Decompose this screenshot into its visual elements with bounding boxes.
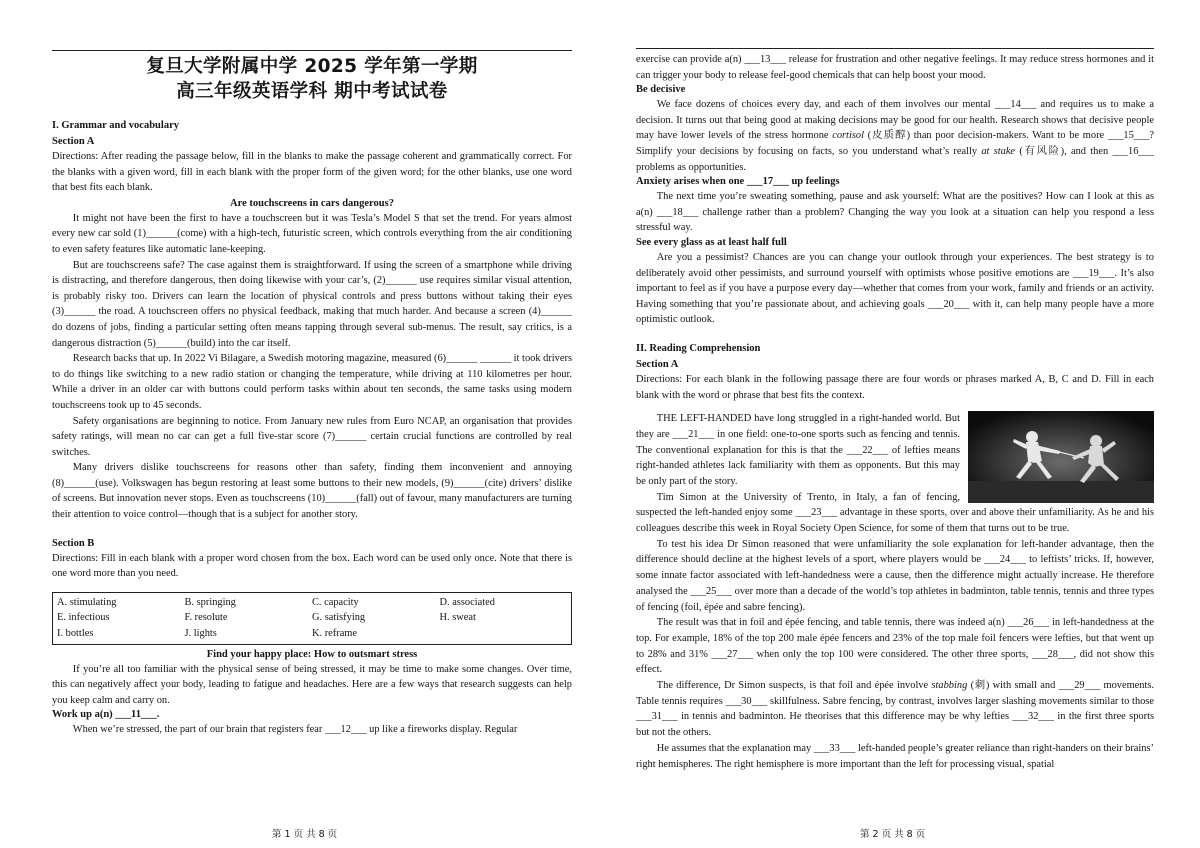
passage-paragraph-3: Research backs that up. In 2022 Vi Bilagare, a Swedish motoring magazine, measured (6)______ ______ it took drivers to do things like switching to a new radio station or changing the temperature, while driving at 110 kilometres per hour. While a driver in an older car with buttons could perform tasks within about ten seconds, the same tasks using modern touchscreens took up to 45 seconds. (52, 353, 572, 411)
top-rule-right (636, 48, 1154, 49)
word-option: E. infectious (57, 612, 110, 624)
part2-heading: II. Reading Comprehension (636, 342, 761, 354)
word-option: H. sweat (439, 612, 476, 624)
section-a-heading: Section A (52, 136, 95, 147)
page-1 (52, 56, 572, 738)
word-box (52, 592, 572, 645)
reading-paragraph-1: THE LEFT-HANDED have long struggled in a right-handed world. But they are ___21___ in one field: one-to-one sports such as fencing and tennis. The conventional explanation for this is that the ___22___ of lefties means right-handed athletes lack familiarity with them as opponents. But this may be only part of the story. (636, 413, 960, 487)
anxiety-paragraph: The next time you’re sweating something, pause and ask yourself: What are the positives? How can I look at this as a(n) ___18___ challenge rather than a problem? Changing the way you look at a situation can help you respond a less stressful way. (636, 191, 1154, 234)
reading-paragraph-4: The result was that in foil and épée fencing, and table tennis, there was indeed a(n) ___26___ in left-handedness at the top. For example, 18% of the top 200 male épée fencers and 23% of the top male foil fencers were lefties, but that went up to 28% and 31% ___27___ when only the top 100 were considered. The other three sports, ___28___, did not show this effect. (636, 617, 1154, 676)
glass-paragraph: Are you a pessimist? Chances are you can change your outlook through your experiences. The best strategy is to deliberately avoid other pessimists, and surround yourself with optimists whose positive emotions are ___19___. It’s also important to feel as if you have a purpose every day—whether that comes from your work, family and friends or an activity. Having something that you’re passionate about, and achieving goals ___20___ with it, can help many people have a more optimistic outlook. (636, 251, 1154, 326)
reading-paragraph-5 (636, 678, 1154, 741)
word-option: A. stimulating (57, 596, 117, 608)
reading-p5-text-b: (刺) with small and ___29___ movements. Table tennis requires ___30___ skillfulness. Sabre fencing, by contrast, involves larger slashing movements similar to those ___31___ in tennis and badminton. He theorises that this difference may be why lefties ___32___ in the first three sports but not the others. (636, 680, 1154, 739)
fencing-photo-graphic (968, 411, 1154, 503)
exam-title-line1: 复旦大学附属中学 2025 学年第一学期 (146, 56, 478, 77)
cortisol-term: cortisol (832, 130, 864, 142)
section-b-directions: Directions: Fill in each blank with a proper word chosen from the box. Each word can be used only once. Note that there is one word more than you need. (52, 552, 572, 580)
stabbing-term: stabbing (931, 680, 968, 692)
word-option: G. satisfying (312, 612, 366, 624)
passage-paragraph-1: It might not have been the first to have a touchscreen but it was Tesla’s Model S that set the trend. For years almost every new car sold (1)______(come) with a high-tech, futuristic screen, which controls everything from the air conditioning to even safety features like automatic lane-keeping. (52, 212, 572, 255)
page-1-footer: 第 1 页 共 8 页 (272, 829, 338, 840)
word-option: B. springing (184, 596, 236, 608)
word-option: F. resolute (184, 612, 228, 624)
decisive-paragraph (636, 97, 1154, 175)
subhead-glass-half-full: See every glass as at least half full (636, 236, 787, 248)
fencing-photo (968, 411, 1154, 503)
subhead-work-up: Work up a(n) ___11___. (52, 709, 160, 721)
section-a-directions: Directions: After reading the passage below, fill in the blanks to make the passage coherent and grammatically correct. For the blanks with a given word, fill in each blank with the proper form of the given word; for the other blanks, use one word that best fits each blank. (52, 151, 572, 194)
decisive-text-a: We face dozens of choices every day, and each of them involves our mental ___14___ and requires us to make a decision. It turns out that being good at making decisions may be good for our health. Research shows that decisive people may have lower levels of the stress hormone (636, 99, 1154, 142)
page-2 (636, 52, 1154, 772)
passage-paragraph-5: Many drivers dislike touchscreens for reasons other than safety, finding them inconvenient and annoying (8)______(use). Volkswagen has begun restoring at least some buttons to their new models, (9)______(cite) drivers’ dislike of screens. But innovation never stops. Even as touchscreens (10)______(fall) out of favour, many manufacturers are turning their attention to voice control—though that is a subject for another story. (52, 462, 572, 521)
decisive-text-c: (有风险), and then ___16___ problems as opportunities. (636, 145, 1154, 173)
section-b-heading: Section B (52, 537, 95, 549)
reading-paragraph-6: He assumes that the explanation may ___33___ left-handed people’s greater reliance than right-handers on their brains’ right hemispheres. The right hemisphere is more important than the left for processing visual, spatial (636, 742, 1154, 770)
word-option: D. associated (439, 596, 495, 608)
reading-directions: Directions: For each blank in the following passage there are four words or phrases marked A, B, C and D. Fill in each blank with the word or phrase that best fits the context. (636, 373, 1154, 401)
passage-b-paragraph-1: If you’re all too familiar with the physical sense of being stressed, it may be time to make some changes. Over time, this can negatively affect your body, leading to fatigue and headaches. Here are a few ways that research suggests can help you keep calm and carry on. (52, 663, 572, 706)
passage-paragraph-2: But are touchscreens safe? The case against them is straightforward. If using the screen of a smartphone while driving is distracting, and therefore dangerous, then doing likewise with your car’s, (2)______ use requires similar visual attention, is probably risky too. Drivers can learn the location of physical controls and press buttons without taking their eyes (3)______ the road. A touchscreen offers no physical feedback, making that much harder. And because a screen (4)______ do dozens of jobs, finding a particular setting often means tapping through several sub-menus. The result, say critics, is a dangerous distraction (5)______(build) into the car itself. (52, 259, 572, 349)
passage-b-paragraph-2: When we’re stressed, the part of our brain that registers fear ___12___ up like a fireworks display. Regular (72, 724, 518, 736)
word-option: K. reframe (312, 628, 357, 640)
word-option: J. lights (184, 628, 217, 640)
exam-title-line2: 高三年级英语学科 期中考试试卷 (176, 81, 448, 102)
word-option (440, 626, 568, 642)
reading-paragraph-3: To test his idea Dr Simon reasoned that were unfamiliarity the sole explanation for left-hander advantage, then the difference should decline at the highest levels of a sport, where players would be ___24___ to leftists’ tricks. If, however, some innate factor associated with left-handedness were a cause, then the difference might actually increase. He therefore analysed the ___25___ over more than a decade of the world’s top athletes in badminton, table tennis, tennis and three types of fencing (foil, épée and sabre fencing). (636, 538, 1154, 613)
passage-b-title: Find your happy place: How to outsmart stress (206, 648, 418, 660)
subhead-anxiety: Anxiety arises when one ___17___ up feelings (636, 176, 840, 188)
subhead-be-decisive: Be decisive (636, 84, 686, 96)
passage-b-continued: exercise can provide a(n) ___13___ release for frustration and other negative feelings. It may reduce stress hormones and it can trigger your body to release feel-good chemicals that can help boost your mood. (636, 54, 1154, 81)
reading-paragraph-2: Tim Simon at the University of Trento, in Italy, a fan of fencing, suspected the left-handed enjoy some ___23___ advantage in these sports, over and above their unfamiliarity. As he and his colleagues describe this week in Royal Society Open Science, for some of them that turns out to be true. (636, 491, 1154, 535)
decisive-text-b: (皮质醇) than poor decision-makers. Want to be more ___15___? Simplify your decisions by focusing on facts, so you understand what’s really (636, 130, 1154, 157)
part1-heading: I. Grammar and vocabulary (52, 120, 179, 131)
reading-section-a-heading: Section A (636, 358, 679, 370)
reading-passage (636, 411, 1154, 772)
at-stake-term: at stake (981, 145, 1016, 157)
passage-title: Are touchscreens in cars dangerous? (230, 197, 394, 209)
word-option: C. capacity (312, 596, 359, 608)
page-2-footer: 第 2 页 共 8 页 (860, 829, 926, 840)
passage-paragraph-4: Safety organisations are beginning to notice. From January new rules from Euro NCAP, an organisation that provides safety ratings, will mean no car can get a full five-star score (7)______ certain crucial functions are controlled by real switches. (52, 415, 572, 458)
top-rule-left (52, 50, 572, 51)
word-option: I. bottles (57, 628, 94, 640)
reading-p5-text-a: The difference, Dr Simon suspects, is that foil and épée involve (656, 680, 932, 692)
